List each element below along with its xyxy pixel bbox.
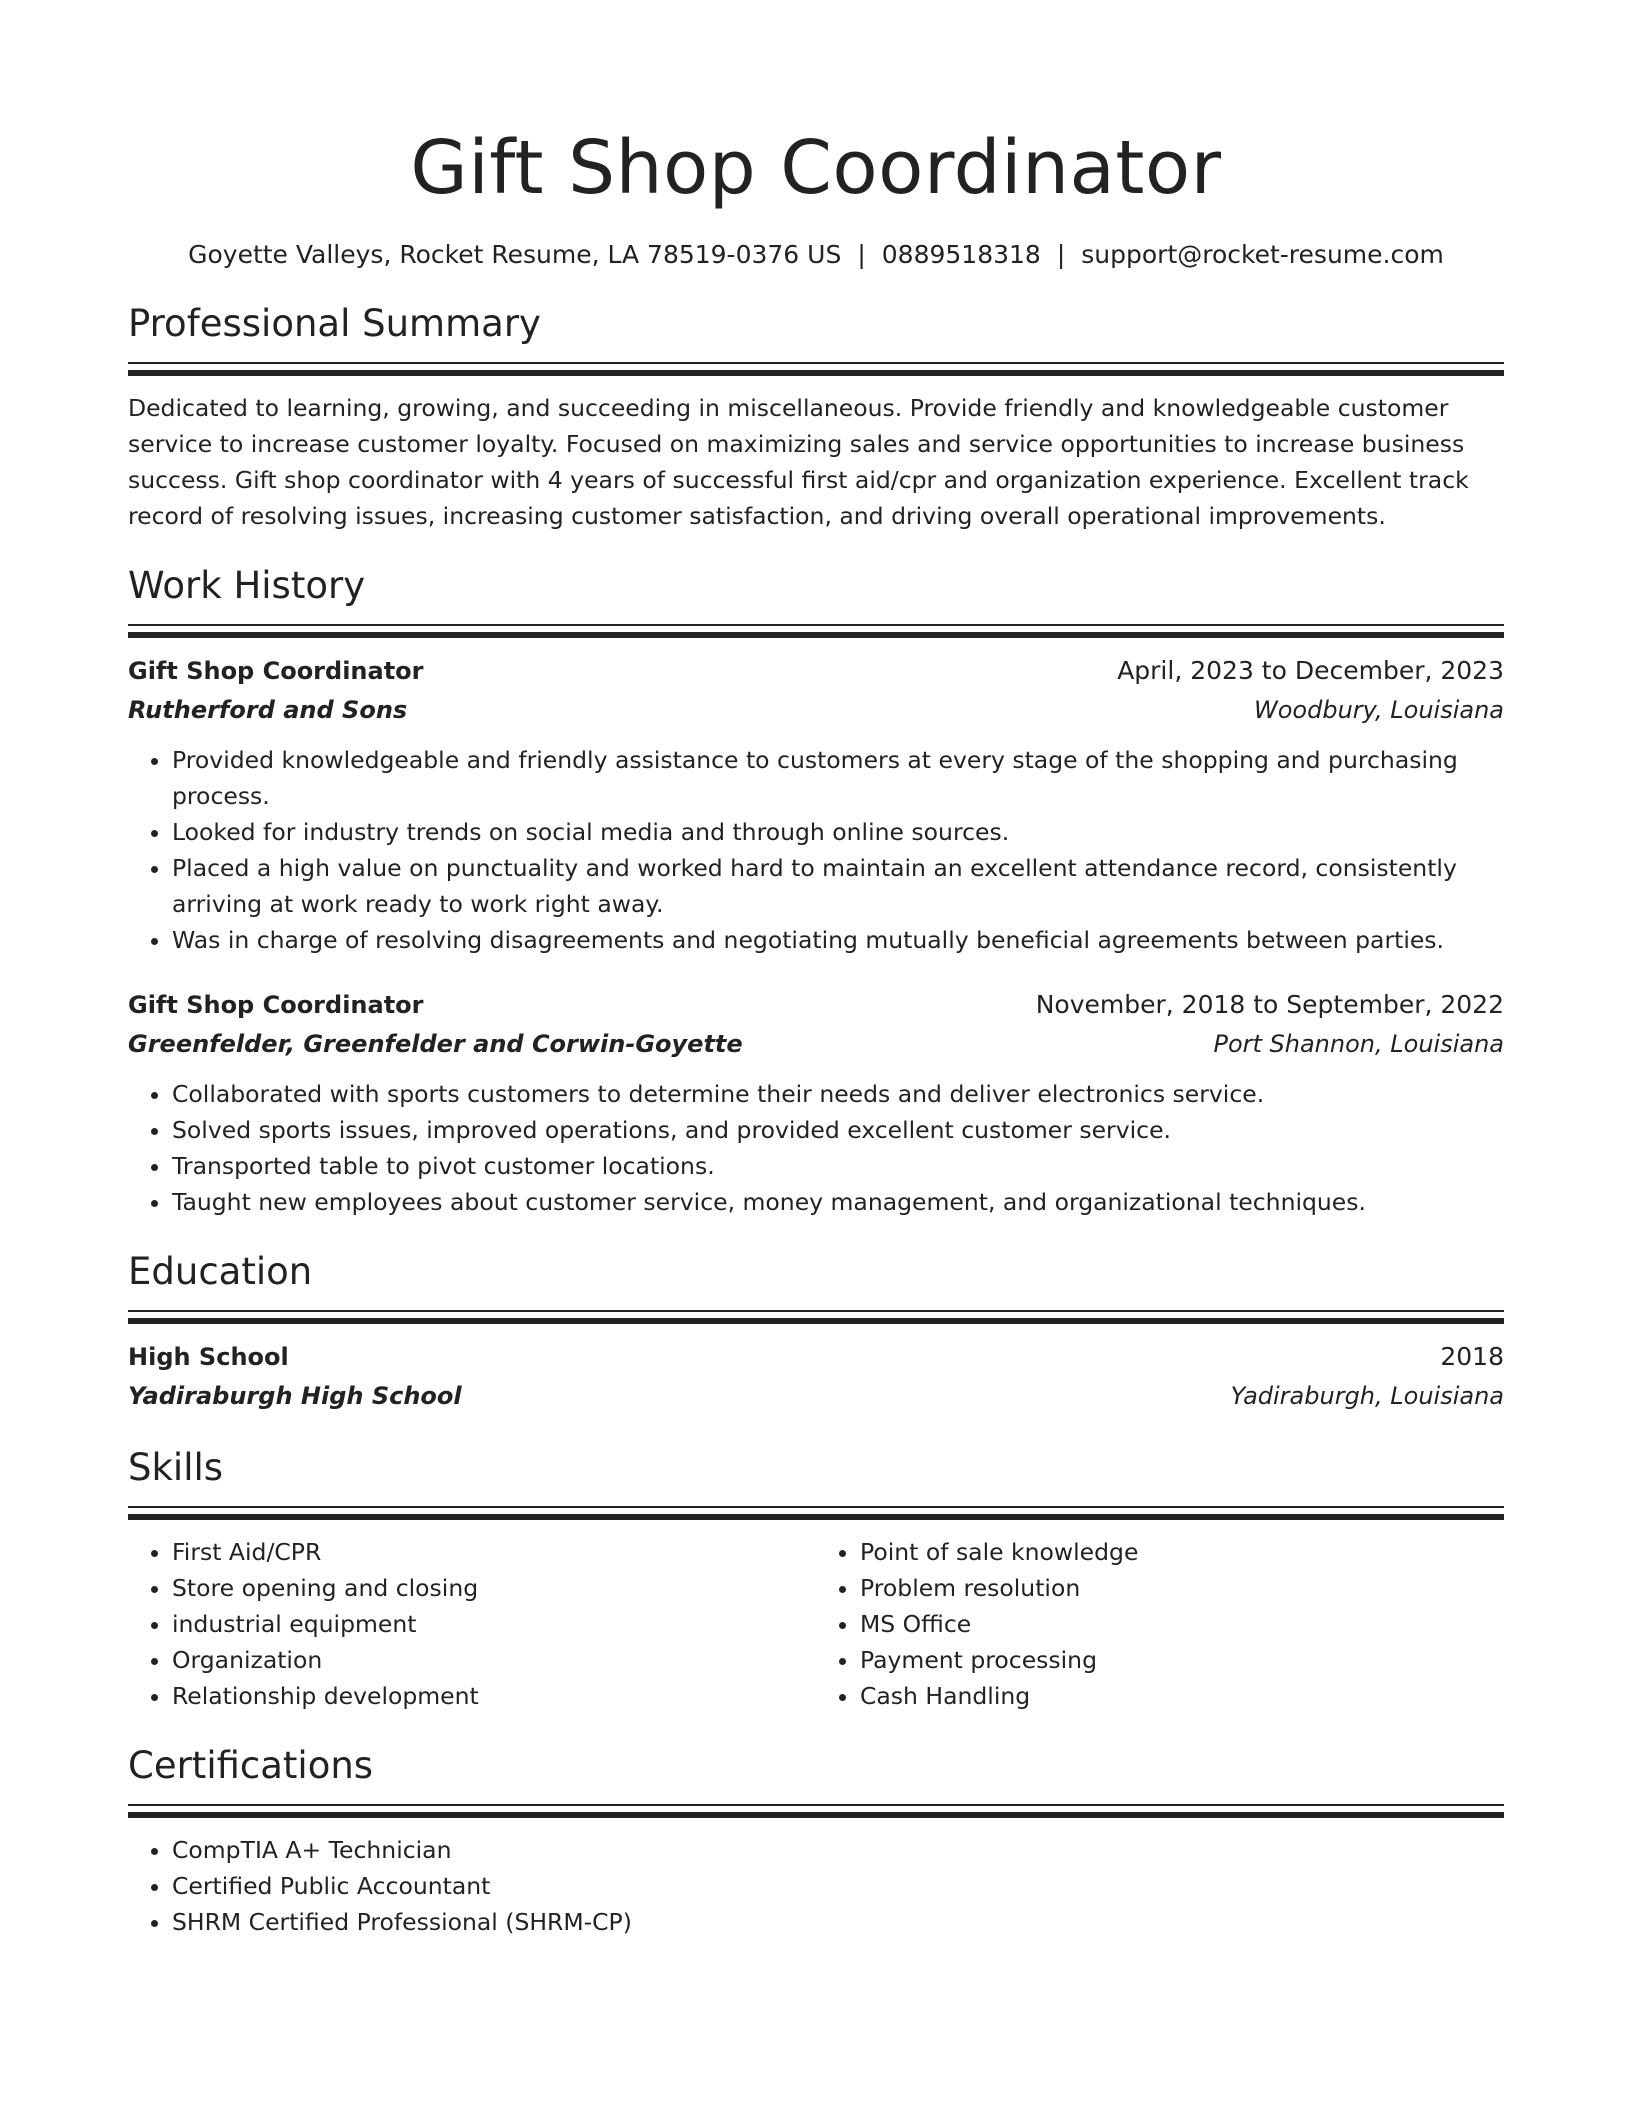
- contact-phone: 0889518318: [881, 240, 1041, 269]
- education-school: Yadiraburgh High School: [128, 1382, 462, 1410]
- education-heading: Education: [128, 1250, 313, 1293]
- list-item: • Problem resolution: [860, 1570, 1504, 1606]
- list-item: • Solved sports issues, improved operations, and provided excellent customer service.: [172, 1112, 1504, 1148]
- contact-separator: |: [1056, 240, 1066, 269]
- contact-email: support@rocket-resume.com: [1081, 240, 1444, 269]
- list-item: • First Aid/CPR: [172, 1534, 816, 1570]
- job-dates: November, 2018 to September, 2022: [1035, 990, 1504, 1019]
- job-entry: [128, 986, 1504, 1220]
- section-rule: [128, 1310, 1504, 1324]
- job-location: Port Shannon, Louisiana: [1213, 1030, 1504, 1058]
- list-item: • Taught new employees about customer service, money management, and organizational techniques.: [172, 1184, 1504, 1220]
- list-item: • Was in charge of resolving disagreements and negotiating mutually beneficial agreements between parties.: [172, 922, 1504, 958]
- education-degree: High School: [128, 1343, 289, 1371]
- certifications-heading: Certifications: [128, 1744, 374, 1787]
- summary-heading: Professional Summary: [128, 302, 541, 345]
- job-bullets: [128, 1076, 1504, 1220]
- job-role: Gift Shop Coordinator: [128, 991, 424, 1019]
- education-location: Yadiraburgh, Louisiana: [1230, 1382, 1504, 1410]
- list-item: • Provided knowledgeable and friendly assistance to customers at every stage of the shopping and purchasing process.: [172, 742, 1504, 814]
- work-history-heading: Work History: [128, 564, 366, 607]
- list-item: • SHRM Certified Professional (SHRM-CP): [172, 1904, 1504, 1940]
- skills-list-left: [128, 1534, 816, 1714]
- section-rule: [128, 362, 1504, 376]
- education-section: [128, 1246, 1504, 1416]
- job-company: Rutherford and Sons: [128, 696, 408, 724]
- contact-separator: |: [857, 240, 866, 269]
- job-dates: April, 2023 to December, 2023: [1117, 656, 1504, 685]
- certifications-list: [128, 1832, 1504, 1940]
- resume-title: Gift Shop Coordinator: [410, 125, 1222, 211]
- list-item: • MS Office: [860, 1606, 1504, 1642]
- resume-page: [128, 0, 1504, 1940]
- list-item: • industrial equipment: [172, 1606, 816, 1642]
- list-item: • Organization: [172, 1642, 816, 1678]
- section-rule: [128, 1506, 1504, 1520]
- list-item: • Store opening and closing: [172, 1570, 816, 1606]
- list-item: • Looked for industry trends on social media and through online sources.: [172, 814, 1504, 850]
- list-item: • Cash Handling: [860, 1678, 1504, 1714]
- contact-line: [128, 238, 1504, 272]
- skills-section: [128, 1442, 1504, 1714]
- summary-text: Dedicated to learning, growing, and succeeding in miscellaneous. Provide friendly and knowledgeable customer service to increase customer loyalty. Focused on maximizing sales and service opportunities to increase business success. Gift shop coordinator with 4 years of successful first aid/cpr and organization experience. Excellent track record of resolving issues, increasing customer satisfaction, and driving overall operational improvements.: [128, 394, 1469, 530]
- contact-address: Goyette Valleys, Rocket Resume, LA 78519-0376 US: [188, 240, 842, 269]
- job-company: Greenfelder, Greenfelder and Corwin-Goyette: [128, 1030, 743, 1058]
- list-item: • Placed a high value on punctuality and worked hard to maintain an excellent attendance record, consistently arriving at work ready to work right away.: [172, 850, 1504, 922]
- certifications-section: [128, 1740, 1504, 1940]
- skills-list-right: [816, 1534, 1504, 1714]
- work-history-section: [128, 560, 1504, 1220]
- job-entry: [128, 652, 1504, 958]
- list-item: • Collaborated with sports customers to determine their needs and deliver electronics service.: [172, 1076, 1504, 1112]
- list-item: • Certified Public Accountant: [172, 1868, 1504, 1904]
- list-item: • Payment processing: [860, 1642, 1504, 1678]
- skills-heading: Skills: [128, 1446, 224, 1489]
- list-item: • CompTIA A+ Technician: [172, 1832, 1504, 1868]
- section-rule: [128, 1804, 1504, 1818]
- education-year: 2018: [1440, 1342, 1504, 1371]
- job-role: Gift Shop Coordinator: [128, 657, 424, 685]
- summary-section: [128, 298, 1504, 534]
- list-item: • Relationship development: [172, 1678, 816, 1714]
- job-bullets: [128, 742, 1504, 958]
- job-location: Woodbury, Louisiana: [1254, 696, 1504, 724]
- list-item: • Transported table to pivot customer locations.: [172, 1148, 1504, 1184]
- list-item: • Point of sale knowledge: [860, 1534, 1504, 1570]
- section-rule: [128, 624, 1504, 638]
